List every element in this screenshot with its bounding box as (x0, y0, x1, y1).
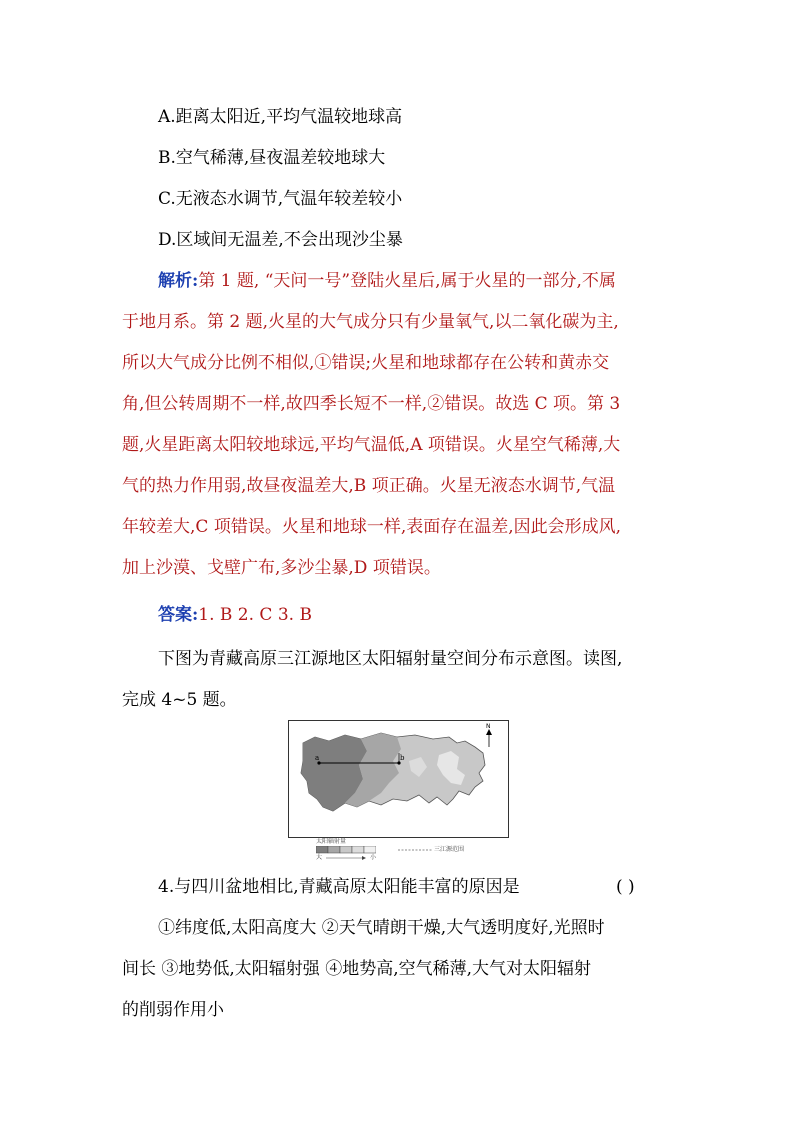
analysis-line-5: 题,火星距离太阳较地球远,平均气温低,A 项错误。火星空气稀薄,大 (122, 435, 621, 455)
option-c: C.无液态水调节,气温年较差较小 (158, 189, 403, 209)
map-svg (289, 721, 508, 837)
map-figure (288, 720, 509, 838)
intro-line-2: 完成 4~5 题。 (122, 690, 237, 710)
question4-stem: 4.与四川盆地相比,青藏高原太阳能丰富的原因是 (158, 877, 520, 897)
legend-range-line (398, 847, 432, 853)
question4-line-1: ①纬度低,太阳高度大 ②天气晴朗干燥,大气透明度好,光照时 (158, 918, 605, 938)
label-a: a (315, 754, 320, 762)
legend-range: 三江源范围 (434, 846, 465, 853)
question4-line-2: 间长 ③地势低,太阳辐射强 ④地势高,空气稀薄,大气对太阳辐射 (122, 959, 592, 979)
option-a: A.距离太阳近,平均气温较地球高 (158, 107, 403, 127)
intro-line-1: 下图为青藏高原三江源地区太阳辐射量空间分布示意图。读图, (158, 649, 623, 669)
label-b: b (400, 754, 405, 762)
analysis-line-2: 于地月系。第 2 题,火星的大气成分只有少量氧气,以二氧化碳为主, (122, 312, 619, 332)
analysis-line-4: 角,但公转周期不一样,故四季长短不一样,②错误。故选 C 项。第 3 (122, 394, 621, 414)
north-label: N (486, 723, 491, 730)
question4-bracket: ( ) (616, 877, 635, 897)
analysis-line-6: 气的热力作用弱,故昼夜温差大,B 项正确。火星无液态水调节,气温 (122, 476, 616, 496)
legend-scale (316, 846, 376, 854)
legend-title: 太阳辐射量 (316, 838, 347, 845)
legend-small: 小 (370, 854, 377, 861)
answer-label: 答案: (158, 605, 199, 625)
answer-line (158, 604, 312, 626)
analysis-line-7: 年较差大,C 项错误。火星和地球一样,表面存在温差,因此会形成风, (122, 517, 622, 537)
legend-arrow-icon (326, 855, 366, 861)
map-legend (316, 838, 506, 862)
analysis-line-8: 加上沙漠、戈壁广布,多沙尘暴,D 项错误。 (122, 558, 441, 578)
analysis-line-3: 所以大气成分比例不相似,①错误;火星和地球都存在公转和黄赤交 (122, 353, 610, 373)
analysis-label: 解析: (158, 271, 199, 291)
analysis-line-1: 解析:第 1 题, “天问一号”登陆火星后,属于火星的一部分,不属 (158, 271, 616, 291)
answer-text: 1. B 2. C 3. B (198, 605, 312, 625)
question4-line-3: 的削弱作用小 (122, 1000, 224, 1020)
legend-big: 大 (316, 854, 323, 861)
option-d: D.区域间无温差,不会出现沙尘暴 (158, 230, 403, 250)
option-b: B.空气稀薄,昼夜温差较地球大 (158, 148, 386, 168)
